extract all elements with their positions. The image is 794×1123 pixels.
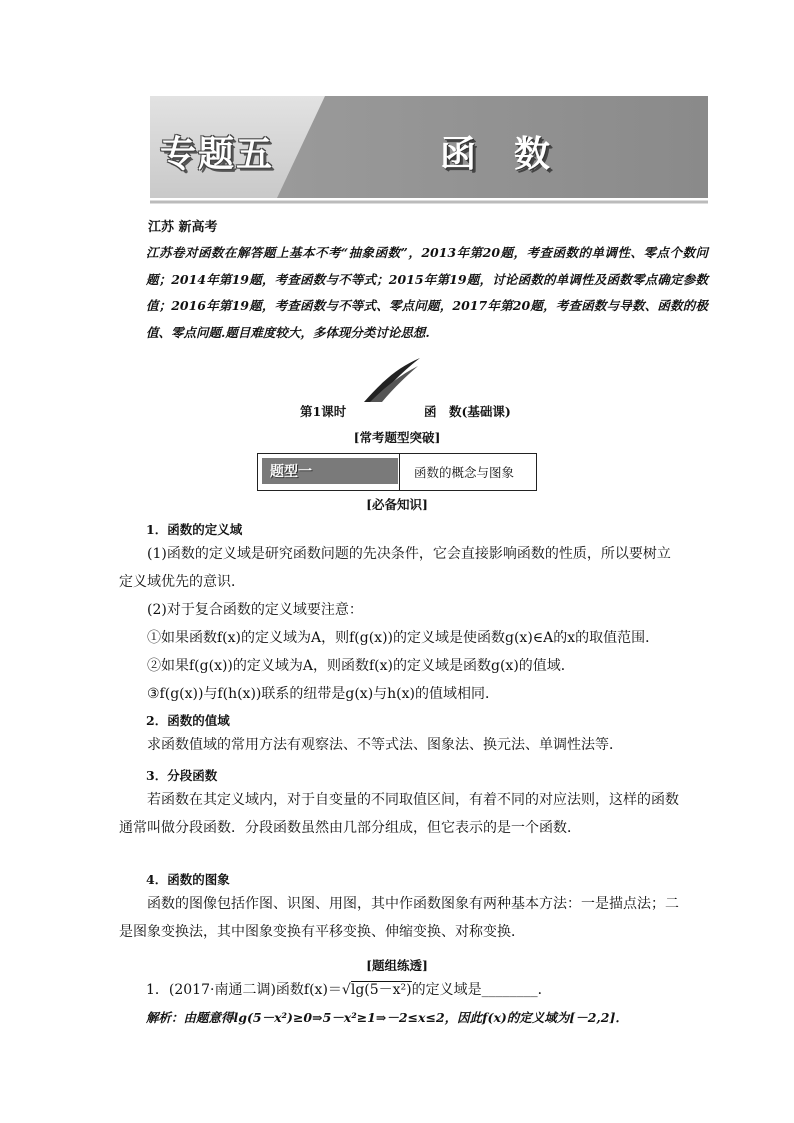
chapter-number: 专题五 <box>160 134 275 175</box>
topic-divider <box>399 454 400 490</box>
k1-p4: ②如果f(g(x))的定义域为A，则函数f(x)的定义域是函数g(x)的值域． <box>147 658 575 674</box>
k3-heading: 3．分段函数 <box>146 768 218 783</box>
chapter-banner <box>150 96 708 204</box>
k2-p1: 求函数值域的常用方法有观察法、不等式法、图象法、换元法、单调性法等． <box>147 737 623 753</box>
k2-heading: 2．函数的值域 <box>146 713 230 728</box>
topic-tag-label: 题型一 <box>270 464 312 480</box>
topic-box <box>257 453 537 491</box>
knowledge-label: [必备知识] <box>366 497 428 512</box>
intro-text: 江苏卷对函数在解答题上基本不考“抽象函数”，2013年第20题，考查函数的单调性、零点个数问题；2014年第19题，考查函数与不等式；2015年第19题，讨论函数的单调性及函数零点确定参数值；2016年第19题，考查函数与不等式、零点问题，2017年第20题，考查函数与导数、函数的极值、零点问题.题目难度较大，多体现分类讨论思想. <box>146 245 708 340</box>
answer-explanation: 解析：由题意得lg(5－x²)≥0⇒5－x²≥1⇒－2≤x≤2，因此f(x)的定义域为[－2,2]． <box>146 1010 628 1025</box>
k4-heading: 4．函数的图象 <box>146 872 230 887</box>
topic-tag <box>262 458 398 484</box>
lesson-name: 函 数(基础课) <box>424 404 511 419</box>
intro-heading: 江苏 新高考 <box>148 220 218 235</box>
k1-p5: ③f(g(x))与f(h(x))联系的纽带是g(x)与h(x)的值域相同． <box>147 686 499 702</box>
k3-p1: 若函数在其定义域内，对于自变量的不同取值区间，有着不同的对应法则，这样的函数通常叫做分段函数．分段函数虽然由几部分组成，但它表示的是一个函数． <box>119 792 679 836</box>
question-1-prefix: 1．(2017·南通二调)函数f(x)＝ <box>146 982 342 998</box>
swoosh-decoration <box>362 356 422 404</box>
k1-p2: (2)对于复合函数的定义域要注意： <box>147 602 363 618</box>
question-1-suffix: 的定义域是________． <box>411 982 552 998</box>
practice-label: [题组练透] <box>366 958 428 973</box>
k4-p1: 函数的图像包括作图、识图、用图，其中作函数图象有两种基本方法：一是描点法；二是图象变换法，其中图象变换有平移变换、伸缩变换、对称变换． <box>119 896 679 940</box>
k1-p3: ①如果函数f(x)的定义域为A，则f(g(x))的定义域是使函数g(x)∈A的x的取值范围． <box>147 630 660 646</box>
lesson-number: 第1课时 <box>300 404 347 419</box>
topic-title: 函数的概念与图象 <box>414 465 515 480</box>
k1-heading: 1．函数的定义域 <box>146 522 243 537</box>
question-1-radicand: lg(5－x²) <box>350 982 412 998</box>
section-label: [常考题型突破] <box>353 430 441 445</box>
chapter-title: 函数 <box>440 134 589 175</box>
question-1 <box>146 976 686 1004</box>
sqrt-sign-icon: √ <box>341 982 351 998</box>
k1-p1: (1)函数的定义域是研究函数问题的先决条件，它会直接影响函数的性质，所以要树立定义域优先的意识． <box>119 546 671 590</box>
